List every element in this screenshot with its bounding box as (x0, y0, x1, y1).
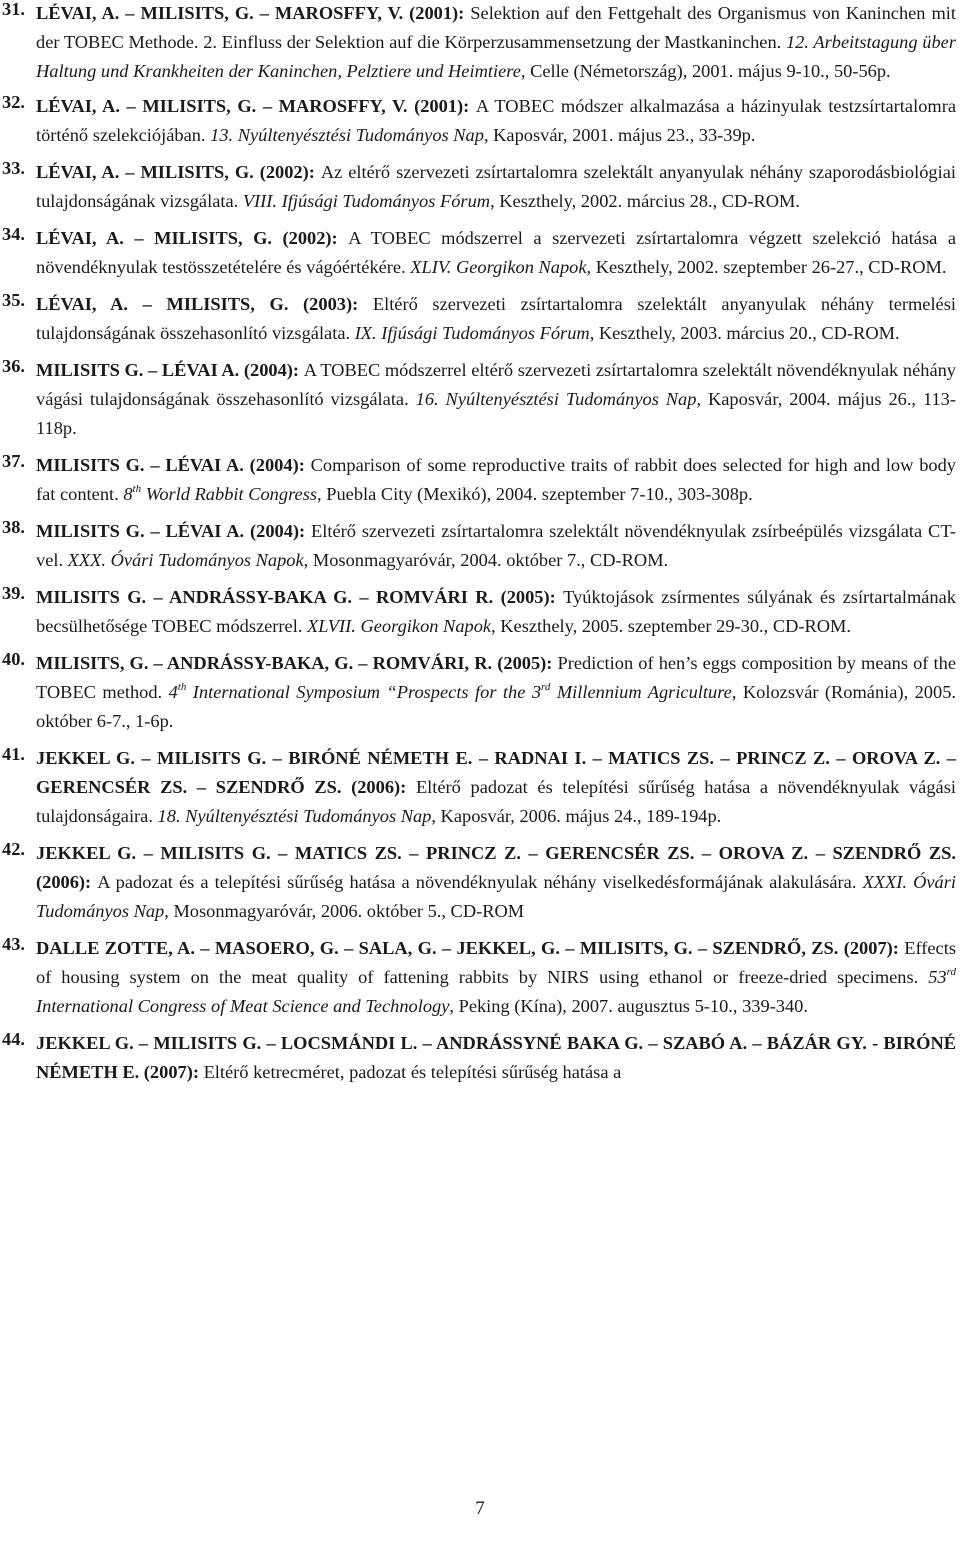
reference-text (36, 290, 956, 348)
reference-text (36, 451, 956, 509)
reference-title: Comparison of some reproductive traits of rabbit does selected for high and low body fat content. (36, 455, 956, 504)
reference-title: A TOBEC módszerrel eltérő szervezeti zsírtartalomra szelektált növendéknyulak néhány vágási tulajdonságának összehasonlító vizsgálata. (36, 360, 957, 409)
reference-authors: LÉVAI, A. – MILISITS, G. (2002): (36, 162, 321, 182)
reference-entry (0, 158, 960, 216)
reference-entry (0, 649, 960, 736)
reference-source: 53 (928, 967, 947, 987)
reference-text (36, 356, 956, 443)
reference-entry (0, 356, 960, 443)
reference-source: IX. Ifjúsági Tudományos Fórum (354, 323, 590, 343)
reference-number: 41. (2, 744, 25, 764)
reference-authors: MILISITS G. – LÉVAI A. (2004): (36, 455, 311, 475)
reference-title: , Kaposvár, 2006. május 24., 189-194p. (431, 806, 722, 826)
reference-source: Millennium Agriculture (550, 682, 732, 702)
reference-text (36, 0, 956, 86)
superscript: th (132, 482, 142, 495)
reference-title: , Kaposvár, 2004. május 26., 113-118p. (36, 389, 956, 438)
reference-authors: JEKKEL G. – MILISITS G. – BIRÓNÉ NÉMETH E. – RADNAI I. – MATICS ZS. – PRINCZ Z. – OROVA Z. – GERENCSÉR ZS. – SZENDRŐ ZS. (2006): (36, 748, 956, 797)
reference-entry (0, 451, 960, 509)
superscript: rd (946, 965, 956, 978)
reference-text (36, 934, 956, 1021)
reference-entry (0, 744, 960, 831)
reference-title: , Kolozsvár (Románia), 2005. október 6-7., 1-6p. (36, 682, 956, 731)
reference-text (36, 744, 956, 831)
reference-authors: MILISITS G. – ANDRÁSSY-BAKA G. – ROMVÁRI R. (2005): (36, 587, 564, 607)
reference-authors: DALLE ZOTTE, A. – MASOERO, G. – SALA, G. – JEKKEL, G. – MILISITS, G. – SZENDRŐ, ZS. (2007): (36, 938, 905, 958)
reference-title: Eltérő padozat és telepítési sűrűség hatása a növendéknyulak vágási tulajdonságaira. (36, 777, 956, 826)
reference-source: 4 (168, 682, 178, 702)
reference-title: , Keszthely, 2003. március 20., CD-ROM. (589, 323, 900, 343)
reference-authors: MILISITS G. – LÉVAI A. (2004): (36, 360, 304, 380)
reference-source: International Congress of Meat Science and Technology (36, 996, 450, 1016)
reference-entry (0, 92, 960, 150)
superscript: th (177, 680, 187, 693)
reference-title: Eltérő szervezeti zsírtartalomra szelektált anyanyulak néhány termelési tulajdonságának összehasonlító vizsgálata. (36, 294, 956, 343)
reference-authors: JEKKEL G. – MILISITS G. – MATICS ZS. – PRINCZ Z. – GERENCSÉR ZS. – OROVA Z. – SZENDRŐ ZS. (2006): (36, 843, 956, 892)
reference-number: 32. (2, 92, 25, 112)
reference-text (36, 517, 956, 575)
reference-number: 34. (2, 224, 25, 244)
reference-source: 16. Nyúltenyésztési Tudományos Nap (415, 389, 697, 409)
reference-number: 36. (2, 356, 25, 376)
reference-text (36, 158, 956, 216)
reference-title: Tyúktojások zsírmentes súlyának és zsírtartalmának becsülhetősége TOBEC módszerrel. (36, 587, 956, 636)
reference-authors: MILISITS G. – LÉVAI A. (2004): (36, 521, 312, 541)
reference-number: 39. (2, 583, 25, 603)
reference-source: World Rabbit Congress (141, 484, 318, 504)
reference-text (36, 583, 956, 641)
reference-text (36, 649, 956, 736)
reference-source: 18. Nyúltenyésztési Tudományos Nap (157, 806, 432, 826)
reference-number: 38. (2, 517, 25, 537)
reference-title: , Celle (Németország), 2001. május 9-10., 50-56p. (520, 61, 891, 81)
superscript: rd (541, 680, 551, 693)
reference-source: VIII. Ifjúsági Tudományos Fórum (242, 191, 491, 211)
reference-title: Eltérő ketrecméret, padozat és telepítési sűrűség hatása a (203, 1062, 622, 1082)
reference-title: Prediction of hen’s eggs composition by means of the TOBEC method. (36, 653, 957, 702)
reference-entry (0, 1029, 960, 1087)
reference-source: International Symposium “Prospects for the 3 (186, 682, 542, 702)
reference-title: , Keszthely, 2005. szeptember 29-30., CD-ROM. (491, 616, 851, 636)
reference-entry (0, 224, 960, 282)
reference-title: A TOBEC módszerrel a szervezeti zsírtartalomra végzett szelekció hatása a növendéknyulak testösszetételére és vágóértékére. (36, 228, 956, 277)
reference-entry (0, 583, 960, 641)
reference-title: , Keszthely, 2002. március 28., CD-ROM. (490, 191, 800, 211)
reference-number: 42. (2, 839, 25, 859)
reference-source: 8 (123, 484, 133, 504)
reference-entry (0, 290, 960, 348)
reference-authors: LÉVAI, A. – MILISITS, G. (2003): (36, 294, 373, 314)
reference-number: 37. (2, 451, 25, 471)
reference-authors: LÉVAI, A. – MILISITS, G. – MAROSFFY, V. (2001): (36, 3, 471, 23)
reference-title: Eltérő szervezeti zsírtartalomra szelektált növendéknyulak zsírbeépülés vizsgálata CT-vel. (36, 521, 956, 570)
reference-authors: JEKKEL G. – MILISITS G. – LOCSMÁNDI L. – ANDRÁSSYNÉ BAKA G. – SZABÓ A. – BÁZÁR GY. - BIRÓNÉ NÉMETH E. (2007): (36, 1033, 956, 1082)
reference-number: 43. (2, 934, 25, 954)
reference-number: 31. (2, 0, 25, 19)
reference-title: , Mosonmagyaróvár, 2006. október 5., CD-ROM (164, 901, 525, 921)
reference-number: 33. (2, 158, 25, 178)
reference-entry (0, 839, 960, 926)
reference-source: 13. Nyúltenyésztési Tudományos Nap (210, 125, 484, 145)
reference-title: , Kaposvár, 2001. május 23., 33-39p. (483, 125, 756, 145)
reference-title: , Peking (Kína), 2007. augusztus 5-10., 339-340. (449, 996, 808, 1016)
page-number: 7 (475, 1498, 485, 1519)
reference-title: A TOBEC módszer alkalmazása a házinyulak testzsírtartalomra történő szelekciójában. (36, 96, 956, 145)
reference-source: XLIV. Georgikon Napok (410, 257, 587, 277)
reference-source: 12. Arbeitstagung über Haltung und Krankheiten der Kaninchen, Pelztiere und Heimtiere (36, 32, 956, 81)
reference-text (36, 224, 956, 282)
reference-title: Selektion auf den Fettgehalt des Organismus von Kaninchen mit der TOBEC Methode. 2. Einfluss der Selektion auf die Körperzusammensetzung der Mastkaninchen. (36, 3, 956, 52)
reference-title: Az eltérő szervezeti zsírtartalomra szelektált anyanyulak néhány szaporodásbiológiai tulajdonságának vizsgálata. (36, 162, 956, 211)
reference-number: 44. (2, 1029, 25, 1049)
reference-number: 40. (2, 649, 25, 669)
reference-entry (0, 934, 960, 1021)
reference-text (36, 839, 956, 926)
reference-text (36, 92, 956, 150)
reference-title: A padozat és a telepítési sűrűség hatása a növendéknyulak néhány viselkedésformájának alakulására. (97, 872, 863, 892)
reference-title: , Mosonmagyaróvár, 2004. október 7., CD-ROM. (303, 550, 669, 570)
reference-title: Effects of housing system on the meat quality of fattening rabbits by NIRS using ethanol or freeze-dried specimens. (36, 938, 956, 987)
reference-authors: LÉVAI, A. – MILISITS, G. (2002): (36, 228, 349, 248)
reference-title: , Puebla City (Mexikó), 2004. szeptember 7-10., 303-308p. (317, 484, 753, 504)
reference-text (36, 1029, 956, 1087)
reference-source: XLVII. Georgikon Napok (307, 616, 492, 636)
reference-entry (0, 517, 960, 575)
reference-title: , Keszthely, 2002. szeptember 26-27., CD-ROM. (586, 257, 947, 277)
reference-authors: LÉVAI, A. – MILISITS, G. – MAROSFFY, V. (2001): (36, 96, 476, 116)
reference-authors: MILISITS, G. – ANDRÁSSY-BAKA, G. – ROMVÁRI, R. (2005): (36, 653, 558, 673)
reference-entry (0, 0, 960, 86)
reference-source: XXXI. Óvári Tudományos Nap (36, 872, 957, 921)
reference-number: 35. (2, 290, 25, 310)
reference-source: XXX. Óvári Tudományos Napok (67, 550, 304, 570)
